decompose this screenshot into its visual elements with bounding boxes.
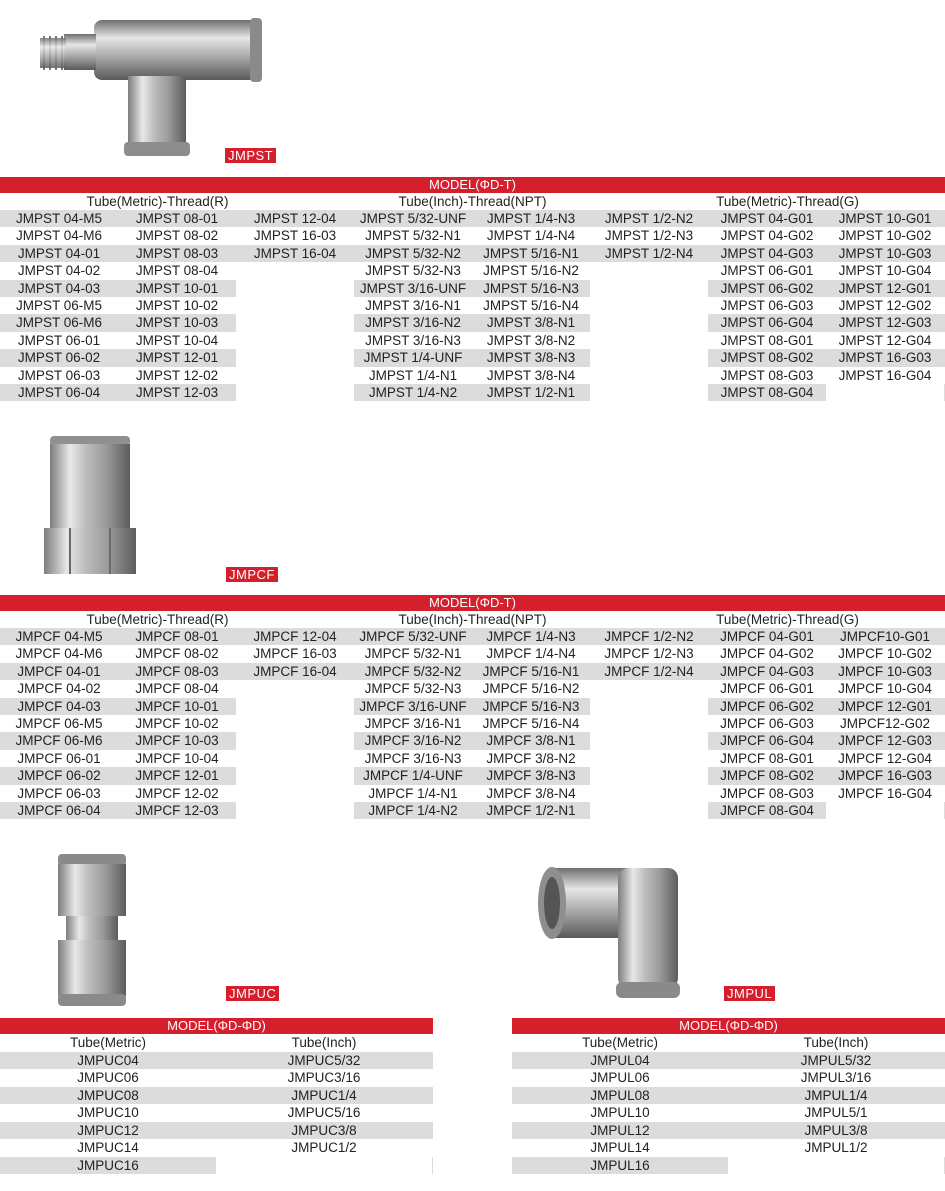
table-row — [0, 628, 945, 645]
table-cell: JMPUL12 — [590, 1122, 650, 1138]
table-cell: JMPCF 5/32-UNF — [359, 629, 467, 644]
table-cell: JMPUL08 — [590, 1087, 650, 1103]
table-row — [0, 314, 945, 331]
column-header: Tube(Metric) — [581, 1035, 658, 1050]
table-cell: JMPST 04-G02 — [720, 228, 814, 244]
table-cell: JMPST 3/8-N4 — [486, 367, 576, 383]
table-cell: JMPCF 06-G03 — [720, 715, 814, 731]
table-cell: JMPCF 5/16-N1 — [482, 663, 580, 679]
table-cell: JMPCF 5/32-N1 — [364, 646, 462, 662]
table-row — [0, 262, 945, 279]
column-header-row — [0, 1034, 433, 1052]
table-row — [0, 767, 945, 784]
table-cell: JMPCF 06-03 — [17, 785, 101, 801]
table-cell — [590, 785, 708, 802]
table-cell: JMPST 08-01 — [135, 211, 219, 226]
jmpst-tag: JMPST — [225, 148, 276, 163]
table-cell: JMPST 5/16-N4 — [483, 297, 579, 313]
table-cell — [590, 802, 708, 819]
table-cell: JMPUC3/8 — [291, 1122, 357, 1138]
column-header: Tube(Inch) — [803, 1035, 869, 1050]
table-row — [0, 680, 945, 697]
jmpst-fitting-image — [36, 14, 266, 160]
table-cell — [590, 280, 708, 297]
table-cell: JMPST 3/8-N3 — [486, 350, 576, 366]
table-cell — [236, 698, 354, 715]
table-cell: JMPST 06-01 — [17, 332, 101, 348]
table-cell: JMPST 04-M5 — [15, 211, 103, 226]
group-header: Tube(Metric)-Thread(G) — [716, 194, 859, 209]
table-row — [0, 715, 945, 732]
table-cell: JMPCF 3/8-N1 — [486, 733, 576, 749]
table-cell — [590, 367, 708, 384]
table-cell: JMPST 16-04 — [253, 245, 337, 261]
table-cell: JMPST 10-02 — [135, 297, 219, 313]
table-cell: JMPCF 12-G03 — [838, 733, 932, 749]
table-cell — [728, 1157, 944, 1175]
table-row — [0, 698, 945, 715]
table-cell: JMPST 06-G03 — [720, 297, 814, 313]
table-cell: JMPST 5/16-N2 — [483, 263, 579, 279]
model-header: MODEL(ΦD-ΦD) — [512, 1018, 945, 1034]
table-cell: JMPST 3/8-N2 — [486, 332, 576, 348]
group-header-row — [0, 193, 945, 210]
table-cell: JMPCF 1/4-N1 — [368, 785, 458, 801]
table-cell: JMPCF 08-G04 — [720, 802, 814, 818]
table-cell — [236, 297, 354, 314]
table-row — [0, 1157, 433, 1175]
table-cell: JMPCF 5/16-N3 — [482, 698, 580, 714]
table-cell — [236, 332, 354, 349]
table-row — [0, 1052, 433, 1070]
table-cell: JMPST 04-M6 — [15, 228, 103, 244]
table-cell: JMPCF 1/2-N1 — [486, 802, 576, 818]
table-cell: JMPCF 1/2-N3 — [604, 646, 694, 662]
table-cell: JMPCF 16-G04 — [838, 785, 932, 801]
table-cell — [590, 698, 708, 715]
table-cell: JMPCF 10-G02 — [838, 646, 932, 662]
table-cell: JMPCF 1/4-N2 — [368, 802, 458, 818]
table-cell: JMPST 10-G03 — [838, 245, 932, 261]
table-cell: JMPUL5/1 — [804, 1105, 868, 1120]
table-row — [512, 1122, 945, 1140]
table-cell: JMPCF 10-02 — [135, 715, 219, 731]
table-row — [0, 1139, 433, 1157]
table-cell: JMPST 3/8-N1 — [486, 315, 576, 331]
table-cell: JMPCF 06-M5 — [15, 715, 103, 731]
table-cell: JMPST 5/16-N3 — [483, 280, 579, 296]
table-cell: JMPST 12-01 — [135, 350, 219, 366]
table-row — [512, 1052, 945, 1070]
table-cell: JMPCF 10-01 — [135, 698, 219, 714]
table-cell: JMPCF 08-03 — [135, 663, 219, 679]
table-cell: JMPCF 16-04 — [253, 663, 337, 679]
jmpul-table — [512, 1018, 945, 1174]
table-cell: JMPUC12 — [77, 1122, 139, 1138]
table-cell — [236, 715, 354, 732]
table-cell: JMPST 10-G02 — [838, 228, 932, 244]
table-row — [0, 1087, 433, 1105]
table-cell — [236, 314, 354, 331]
table-row — [0, 297, 945, 314]
table-cell: JMPST 12-03 — [135, 384, 219, 400]
table-row — [0, 227, 945, 244]
table-row — [0, 384, 945, 401]
table-cell: JMPUC5/32 — [287, 1052, 361, 1068]
table-cell: JMPST 16-G04 — [838, 367, 932, 383]
jmpst-table — [0, 177, 945, 401]
table-cell: JMPST 06-G04 — [720, 315, 814, 331]
table-cell: JMPCF 06-01 — [17, 750, 101, 766]
group-header: Tube(Metric)-Thread(G) — [716, 612, 859, 627]
table-cell: JMPCF 06-G01 — [720, 681, 814, 697]
table-cell: JMPCF 08-G01 — [720, 750, 814, 766]
table-cell: JMPCF 04-G02 — [720, 646, 814, 662]
table-cell: JMPCF 06-G02 — [720, 698, 814, 714]
table-row — [0, 280, 945, 297]
table-cell: JMPCF10-G01 — [839, 629, 931, 644]
table-cell: JMPST 08-03 — [135, 245, 219, 261]
table-cell: JMPST 3/16-UNF — [359, 280, 467, 296]
table-row — [512, 1087, 945, 1105]
table-cell: JMPST 10-03 — [135, 315, 219, 331]
column-header-row — [512, 1034, 945, 1052]
table-cell: JMPCF 08-02 — [135, 646, 219, 662]
table-cell: JMPCF 04-G03 — [720, 663, 814, 679]
table-cell — [236, 750, 354, 767]
table-cell — [236, 349, 354, 366]
table-cell — [236, 785, 354, 802]
table-row — [512, 1157, 945, 1175]
table-cell: JMPST 1/4-UNF — [363, 350, 463, 366]
table-cell — [590, 384, 708, 401]
table-row — [0, 332, 945, 349]
table-row — [0, 245, 945, 262]
table-cell: JMPCF 04-M5 — [15, 629, 103, 644]
table-cell: JMPST 12-04 — [253, 211, 337, 226]
table-cell: JMPST 12-G04 — [838, 332, 932, 348]
table-cell: JMPCF12-G02 — [839, 715, 931, 731]
table-cell: JMPST 04-G03 — [720, 245, 814, 261]
table-cell: JMPST 06-G02 — [720, 280, 814, 296]
jmpuc-fitting-image — [52, 850, 132, 1010]
table-row — [0, 732, 945, 749]
table-cell: JMPUL16 — [590, 1157, 650, 1173]
table-cell: JMPCF 3/16-N2 — [364, 733, 462, 749]
table-cell: JMPST 08-G02 — [720, 350, 814, 366]
table-cell — [236, 767, 354, 784]
table-cell: JMPST 06-G01 — [720, 263, 814, 279]
table-cell — [590, 349, 708, 366]
table-cell: JMPST 08-04 — [135, 263, 219, 279]
table-cell — [590, 715, 708, 732]
table-cell: JMPCF 3/16-UNF — [359, 698, 467, 714]
table-cell: JMPST 1/4-N1 — [368, 367, 458, 383]
table-cell: JMPCF 12-04 — [253, 629, 337, 644]
table-cell: JMPST 06-M6 — [15, 315, 103, 331]
table-cell: JMPUL3/8 — [804, 1122, 868, 1138]
model-header: MODEL(ΦD-T) — [0, 595, 945, 611]
table-cell: JMPUC14 — [77, 1140, 139, 1155]
table-row — [0, 802, 945, 819]
table-cell: JMPUC1/4 — [291, 1087, 357, 1103]
table-cell: JMPCF 16-03 — [253, 646, 337, 662]
jmpul-tag: JMPUL — [724, 986, 775, 1001]
model-header: MODEL(ΦD-ΦD) — [0, 1018, 433, 1034]
table-row — [0, 349, 945, 366]
table-cell: JMPCF 10-04 — [135, 750, 219, 766]
jmpcf-table — [0, 595, 945, 819]
table-cell: JMPCF 3/16-N1 — [364, 715, 462, 731]
table-cell — [826, 802, 944, 819]
table-cell: JMPST 06-04 — [17, 384, 101, 400]
table-cell: JMPST 1/2-N3 — [604, 228, 694, 244]
table-cell: JMPCF 5/16-N2 — [482, 681, 580, 697]
table-cell: JMPST 1/2-N4 — [604, 245, 694, 261]
table-row — [0, 750, 945, 767]
table-cell: JMPUC5/16 — [287, 1105, 361, 1120]
table-cell: JMPST 08-G01 — [720, 332, 814, 348]
table-cell: JMPST 3/16-N3 — [365, 332, 461, 348]
table-cell: JMPST 1/4-N4 — [486, 228, 576, 244]
table-cell: JMPUL10 — [590, 1105, 650, 1120]
table-cell: JMPCF 08-04 — [135, 681, 219, 697]
table-cell: JMPCF 1/4-UNF — [363, 768, 463, 784]
table-cell — [590, 332, 708, 349]
group-header-row — [0, 611, 945, 628]
table-cell: JMPCF 08-G03 — [720, 785, 814, 801]
table-cell: JMPUL1/2 — [804, 1140, 868, 1155]
table-row — [512, 1069, 945, 1087]
table-cell: JMPST 3/16-N2 — [365, 315, 461, 331]
table-cell: JMPCF 04-01 — [17, 663, 101, 679]
table-cell: JMPCF 04-G01 — [720, 629, 814, 644]
table-cell: JMPCF 5/32-N3 — [364, 681, 462, 697]
table-cell: JMPUL1/4 — [804, 1087, 868, 1103]
table-cell: JMPST 12-G03 — [838, 315, 932, 331]
table-cell: JMPUL3/16 — [800, 1070, 872, 1085]
table-cell: JMPCF 5/16-N4 — [482, 715, 580, 731]
table-cell: JMPCF 10-03 — [135, 733, 219, 749]
table-cell: JMPCF 04-M6 — [15, 646, 103, 662]
table-cell: JMPCF 3/8-N4 — [486, 785, 576, 801]
table-cell: JMPST 5/32-N1 — [365, 228, 461, 244]
table-cell: JMPCF 04-02 — [17, 681, 101, 697]
table-cell: JMPUC08 — [77, 1087, 139, 1103]
table-row — [512, 1104, 945, 1122]
table-cell — [236, 680, 354, 697]
table-cell — [826, 384, 944, 401]
table-cell: JMPST 04-G01 — [720, 211, 814, 226]
table-cell: JMPUL04 — [590, 1052, 650, 1068]
table-cell — [216, 1157, 432, 1175]
table-cell: JMPUC06 — [77, 1070, 139, 1085]
column-header: Tube(Inch) — [291, 1035, 357, 1050]
table-cell: JMPUL14 — [590, 1140, 650, 1155]
table-cell: JMPST 1/2-N1 — [486, 384, 576, 400]
table-cell: JMPST 04-02 — [17, 263, 101, 279]
table-row — [0, 1069, 433, 1087]
table-cell: JMPST 12-G01 — [838, 280, 932, 296]
table-row — [0, 1122, 433, 1140]
table-cell: JMPUL5/32 — [800, 1052, 872, 1068]
table-cell: JMPUL06 — [590, 1070, 650, 1085]
table-cell: JMPST 04-01 — [17, 245, 101, 261]
table-row — [0, 210, 945, 227]
table-cell: JMPST 10-G04 — [838, 263, 932, 279]
table-cell — [590, 262, 708, 279]
table-cell — [590, 297, 708, 314]
table-cell — [590, 732, 708, 749]
table-cell — [236, 367, 354, 384]
table-cell: JMPCF 10-G03 — [838, 663, 932, 679]
table-cell: JMPST 16-G03 — [838, 350, 932, 366]
table-cell: JMPST 08-G03 — [720, 367, 814, 383]
table-cell: JMPST 06-03 — [17, 367, 101, 383]
table-cell: JMPCF 06-02 — [17, 768, 101, 784]
table-cell: JMPUC1/2 — [291, 1140, 357, 1155]
table-cell: JMPUC3/16 — [287, 1070, 361, 1085]
table-cell: JMPCF 12-03 — [135, 802, 219, 818]
table-cell: JMPST 3/16-N1 — [365, 297, 461, 313]
jmpuc-tag: JMPUC — [226, 986, 279, 1001]
table-cell — [236, 280, 354, 297]
table-cell: JMPST 04-03 — [17, 280, 101, 296]
table-cell: JMPUC04 — [77, 1052, 139, 1068]
table-cell — [590, 314, 708, 331]
table-cell: JMPCF 10-G04 — [838, 681, 932, 697]
table-cell: JMPCF 1/2-N2 — [604, 629, 694, 644]
table-cell — [236, 802, 354, 819]
table-cell — [236, 384, 354, 401]
table-cell: JMPCF 04-03 — [17, 698, 101, 714]
table-cell: JMPCF 12-G04 — [838, 750, 932, 766]
table-cell: JMPST 5/32-N3 — [365, 263, 461, 279]
table-cell: JMPST 10-01 — [135, 280, 219, 296]
table-cell: JMPST 5/32-UNF — [359, 211, 467, 226]
group-header: Tube(Inch)-Thread(NPT) — [398, 612, 547, 627]
table-row — [0, 645, 945, 662]
table-cell: JMPCF 06-M6 — [15, 733, 103, 749]
table-cell: JMPST 1/4-N2 — [368, 384, 458, 400]
table-cell: JMPST 16-03 — [253, 228, 337, 244]
table-cell: JMPST 12-G02 — [838, 297, 932, 313]
table-cell: JMPST 5/16-N1 — [483, 245, 579, 261]
table-cell: JMPST 08-G04 — [720, 384, 814, 400]
table-cell — [590, 767, 708, 784]
table-row — [0, 785, 945, 802]
table-cell: JMPCF 5/32-N2 — [364, 663, 462, 679]
table-cell: JMPCF 1/2-N4 — [604, 663, 694, 679]
table-cell: JMPUC16 — [77, 1157, 139, 1173]
table-cell: JMPST 10-G01 — [838, 211, 932, 226]
table-row — [512, 1139, 945, 1157]
table-cell: JMPCF 06-04 — [17, 802, 101, 818]
table-cell: JMPCF 08-01 — [135, 629, 219, 644]
model-header: MODEL(ΦD-T) — [0, 177, 945, 193]
column-header: Tube(Metric) — [69, 1035, 146, 1050]
table-cell: JMPST 08-02 — [135, 228, 219, 244]
table-cell: JMPST 06-M5 — [15, 297, 103, 313]
table-cell — [236, 732, 354, 749]
table-cell: JMPCF 1/4-N4 — [486, 646, 576, 662]
table-cell — [236, 262, 354, 279]
table-cell: JMPST 1/4-N3 — [486, 211, 576, 226]
jmpcf-fitting-image — [40, 432, 140, 580]
table-cell: JMPCF 3/8-N3 — [486, 768, 576, 784]
table-cell: JMPCF 06-G04 — [720, 733, 814, 749]
table-row — [0, 367, 945, 384]
table-cell: JMPCF 12-01 — [135, 768, 219, 784]
jmpul-fitting-image — [532, 858, 692, 1008]
table-cell: JMPST 12-02 — [135, 367, 219, 383]
group-header: Tube(Metric)-Thread(R) — [86, 612, 229, 627]
table-cell: JMPUC10 — [77, 1105, 139, 1120]
table-cell: JMPCF 08-G02 — [720, 768, 814, 784]
table-cell: JMPCF 3/8-N2 — [486, 750, 576, 766]
group-header: Tube(Inch)-Thread(NPT) — [398, 194, 547, 209]
table-cell: JMPST 5/32-N2 — [365, 245, 461, 261]
table-cell: JMPCF 12-G01 — [838, 698, 932, 714]
table-cell: JMPST 06-02 — [17, 350, 101, 366]
table-cell: JMPCF 16-G03 — [838, 768, 932, 784]
table-cell: JMPST 1/2-N2 — [604, 211, 694, 226]
group-header: Tube(Metric)-Thread(R) — [86, 194, 229, 209]
jmpcf-tag: JMPCF — [226, 567, 278, 582]
table-cell: JMPCF 3/16-N3 — [364, 750, 462, 766]
table-cell — [590, 680, 708, 697]
table-cell: JMPST 10-04 — [135, 332, 219, 348]
table-cell: JMPCF 1/4-N3 — [486, 629, 576, 644]
jmpuc-table — [0, 1018, 433, 1174]
table-cell: JMPCF 12-02 — [135, 785, 219, 801]
table-row — [0, 663, 945, 680]
table-cell — [590, 750, 708, 767]
table-row — [0, 1104, 433, 1122]
